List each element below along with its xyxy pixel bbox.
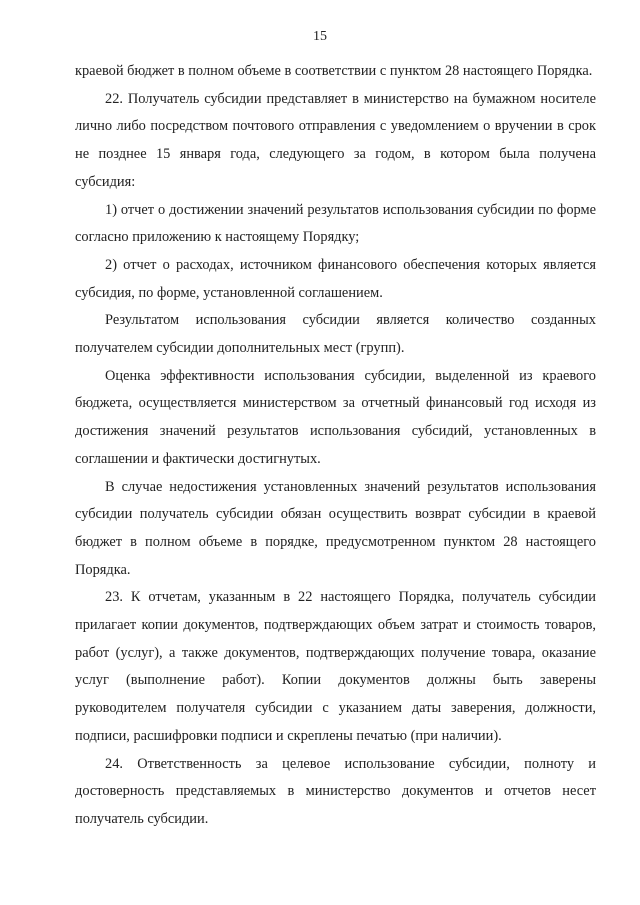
paragraph-evaluation: Оценка эффективности использования субсидии, выделенной из краевого бюджета, осуществляется министерством за отчетный финансовый год исходя из достижения значений результатов использования субсидий, установленных в соглашении и фактически достигнутых. bbox=[75, 367, 596, 467]
paragraph-item-22: 22. Получатель субсидии представляет в министерство на бумажном носителе лично либо посредством почтового отправления с уведомлением о вручении в срок не позднее 15 января года, следующего за годом, в котором была получена субсидия: bbox=[75, 90, 596, 190]
paragraph-refund: В случае недостижения установленных значений результатов использования субсидии получатель субсидии обязан осуществить возврат субсидии в краевой бюджет в полном объеме в порядке, предусмотренном пунктом 28 настоящего Порядка. bbox=[75, 478, 596, 578]
paragraph-item-23: 23. К отчетам, указанным в 22 настоящего Порядка, получатель субсидии прилагает копии документов, подтверждающих объем затрат и стоимость товаров, работ (услуг), а также документов, подтверждающих получение товара, оказание услуг (выполнение работ). Копии документов должны быть заверены руководителем получателя субсидии с указанием даты заверения, должности, подписи, расшифровки подписи и скреплены печатью (при наличии). bbox=[75, 589, 596, 744]
document-body bbox=[75, 58, 596, 834]
paragraph-continuation: краевой бюджет в полном объеме в соответствии с пунктом 28 настоящего Порядка. bbox=[75, 63, 593, 79]
paragraph-report-2: 2) отчет о расходах, источником финансового обеспечения которых является субсидия, по форме, установленной соглашением. bbox=[75, 256, 596, 301]
paragraph-report-1: 1) отчет о достижении значений результатов использования субсидии по форме согласно приложению к настоящему Порядку; bbox=[75, 201, 596, 246]
paragraph-result: Результатом использования субсидии является количество созданных получателем субсидии дополнительных мест (групп). bbox=[75, 312, 596, 357]
paragraph-item-24: 24. Ответственность за целевое использование субсидии, полноту и достоверность представляемых в министерство документов и отчетов несет получатель субсидии. bbox=[75, 755, 596, 827]
page-number: 15 bbox=[313, 29, 327, 44]
